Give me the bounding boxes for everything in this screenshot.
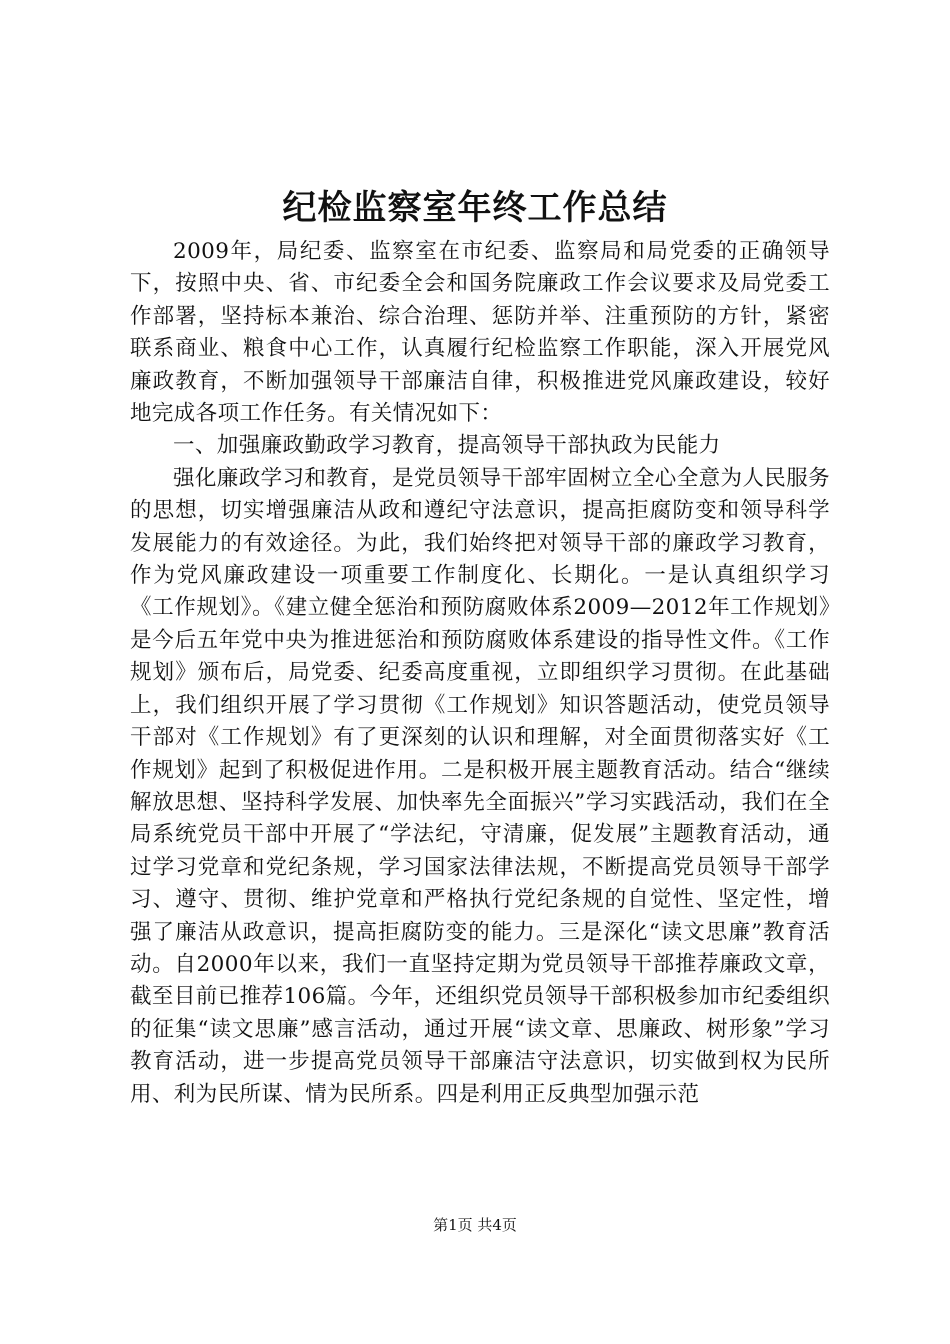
body-paragraph: 强化廉政学习和教育，是党员领导干部牢固树立全心全意为人民服务的思想，切实增强廉洁从政和遵纪守法意识，提高拒腐防变和领导科学发展能力的有效途径。为此，我们始终把对领导干部的廉政学习教育，作为党风廉政建设一项重要工作制度化、长期化。一是认真组织学习《工作规划》。《建立健全惩治和预防腐败体系2009—2012年工作规划》是今后五年党中央为推进惩治和预防腐败体系建设的指导性文件。《工作规划》颁布后，局党委、纪委高度重视，立即组织学习贯彻。在此基础上，我们组织开展了学习贯彻《工作规划》知识答题活动，使党员领导干部对《工作规划》有了更深刻的认识和理解，对全面贯彻落实好《工作规划》起到了积极促进作用。二是积极开展主题教育活动。结合“继续解放思想、坚持科学发展、加快率先全面振兴”学习实践活动，我们在全局系统党员干部中开展了“学法纪，守清廉，促发展”主题教育活动，通过学习党章和党纪条规，学习国家法律法规，不断提高党员领导干部学习、遵守、贯彻、维护党章和严格执行党纪条规的自觉性、坚定性，增强了廉洁从政意识，提高拒腐防变的能力。三是深化“读文思廉”教育活动。自2000年以来，我们一直坚持定期为党员领导干部推荐廉政文章，截至目前已推荐106篇。今年，还组织党员领导干部积极参加市纪委组织的征集“读文思廉”感言活动，通过开展“读文章、思廉政、树形象”学习教育活动，进一步提高党员领导干部廉洁守法意识，切实做到权为民所用、利为民所谋、情为民所系。四是利用正反典型加强示范 [130,465,831,1107]
intro-paragraph: 2009年，局纪委、监察室在市纪委、监察局和局党委的正确领导下，按照中央、省、市纪委全会和国务院廉政工作会议要求及局党委工作部署，坚持标本兼治、综合治理、惩防并举、注重预防的方针，紧密联系商业、粮食中心工作，认真履行纪检监察工作职能，深入开展党风廉政教育，不断加强领导干部廉洁自律，积极推进党风廉政建设，较好地完成各项工作任务。有关情况如下： [130,239,830,427]
document-title: 纪检监察室年终工作总结 [282,188,668,228]
page-number-footer: 第1页 共4页 [433,1216,517,1234]
section-heading: 一、加强廉政勤政学习教育，提高领导干部执政为民能力 [173,433,721,459]
document-body [130,236,830,1111]
